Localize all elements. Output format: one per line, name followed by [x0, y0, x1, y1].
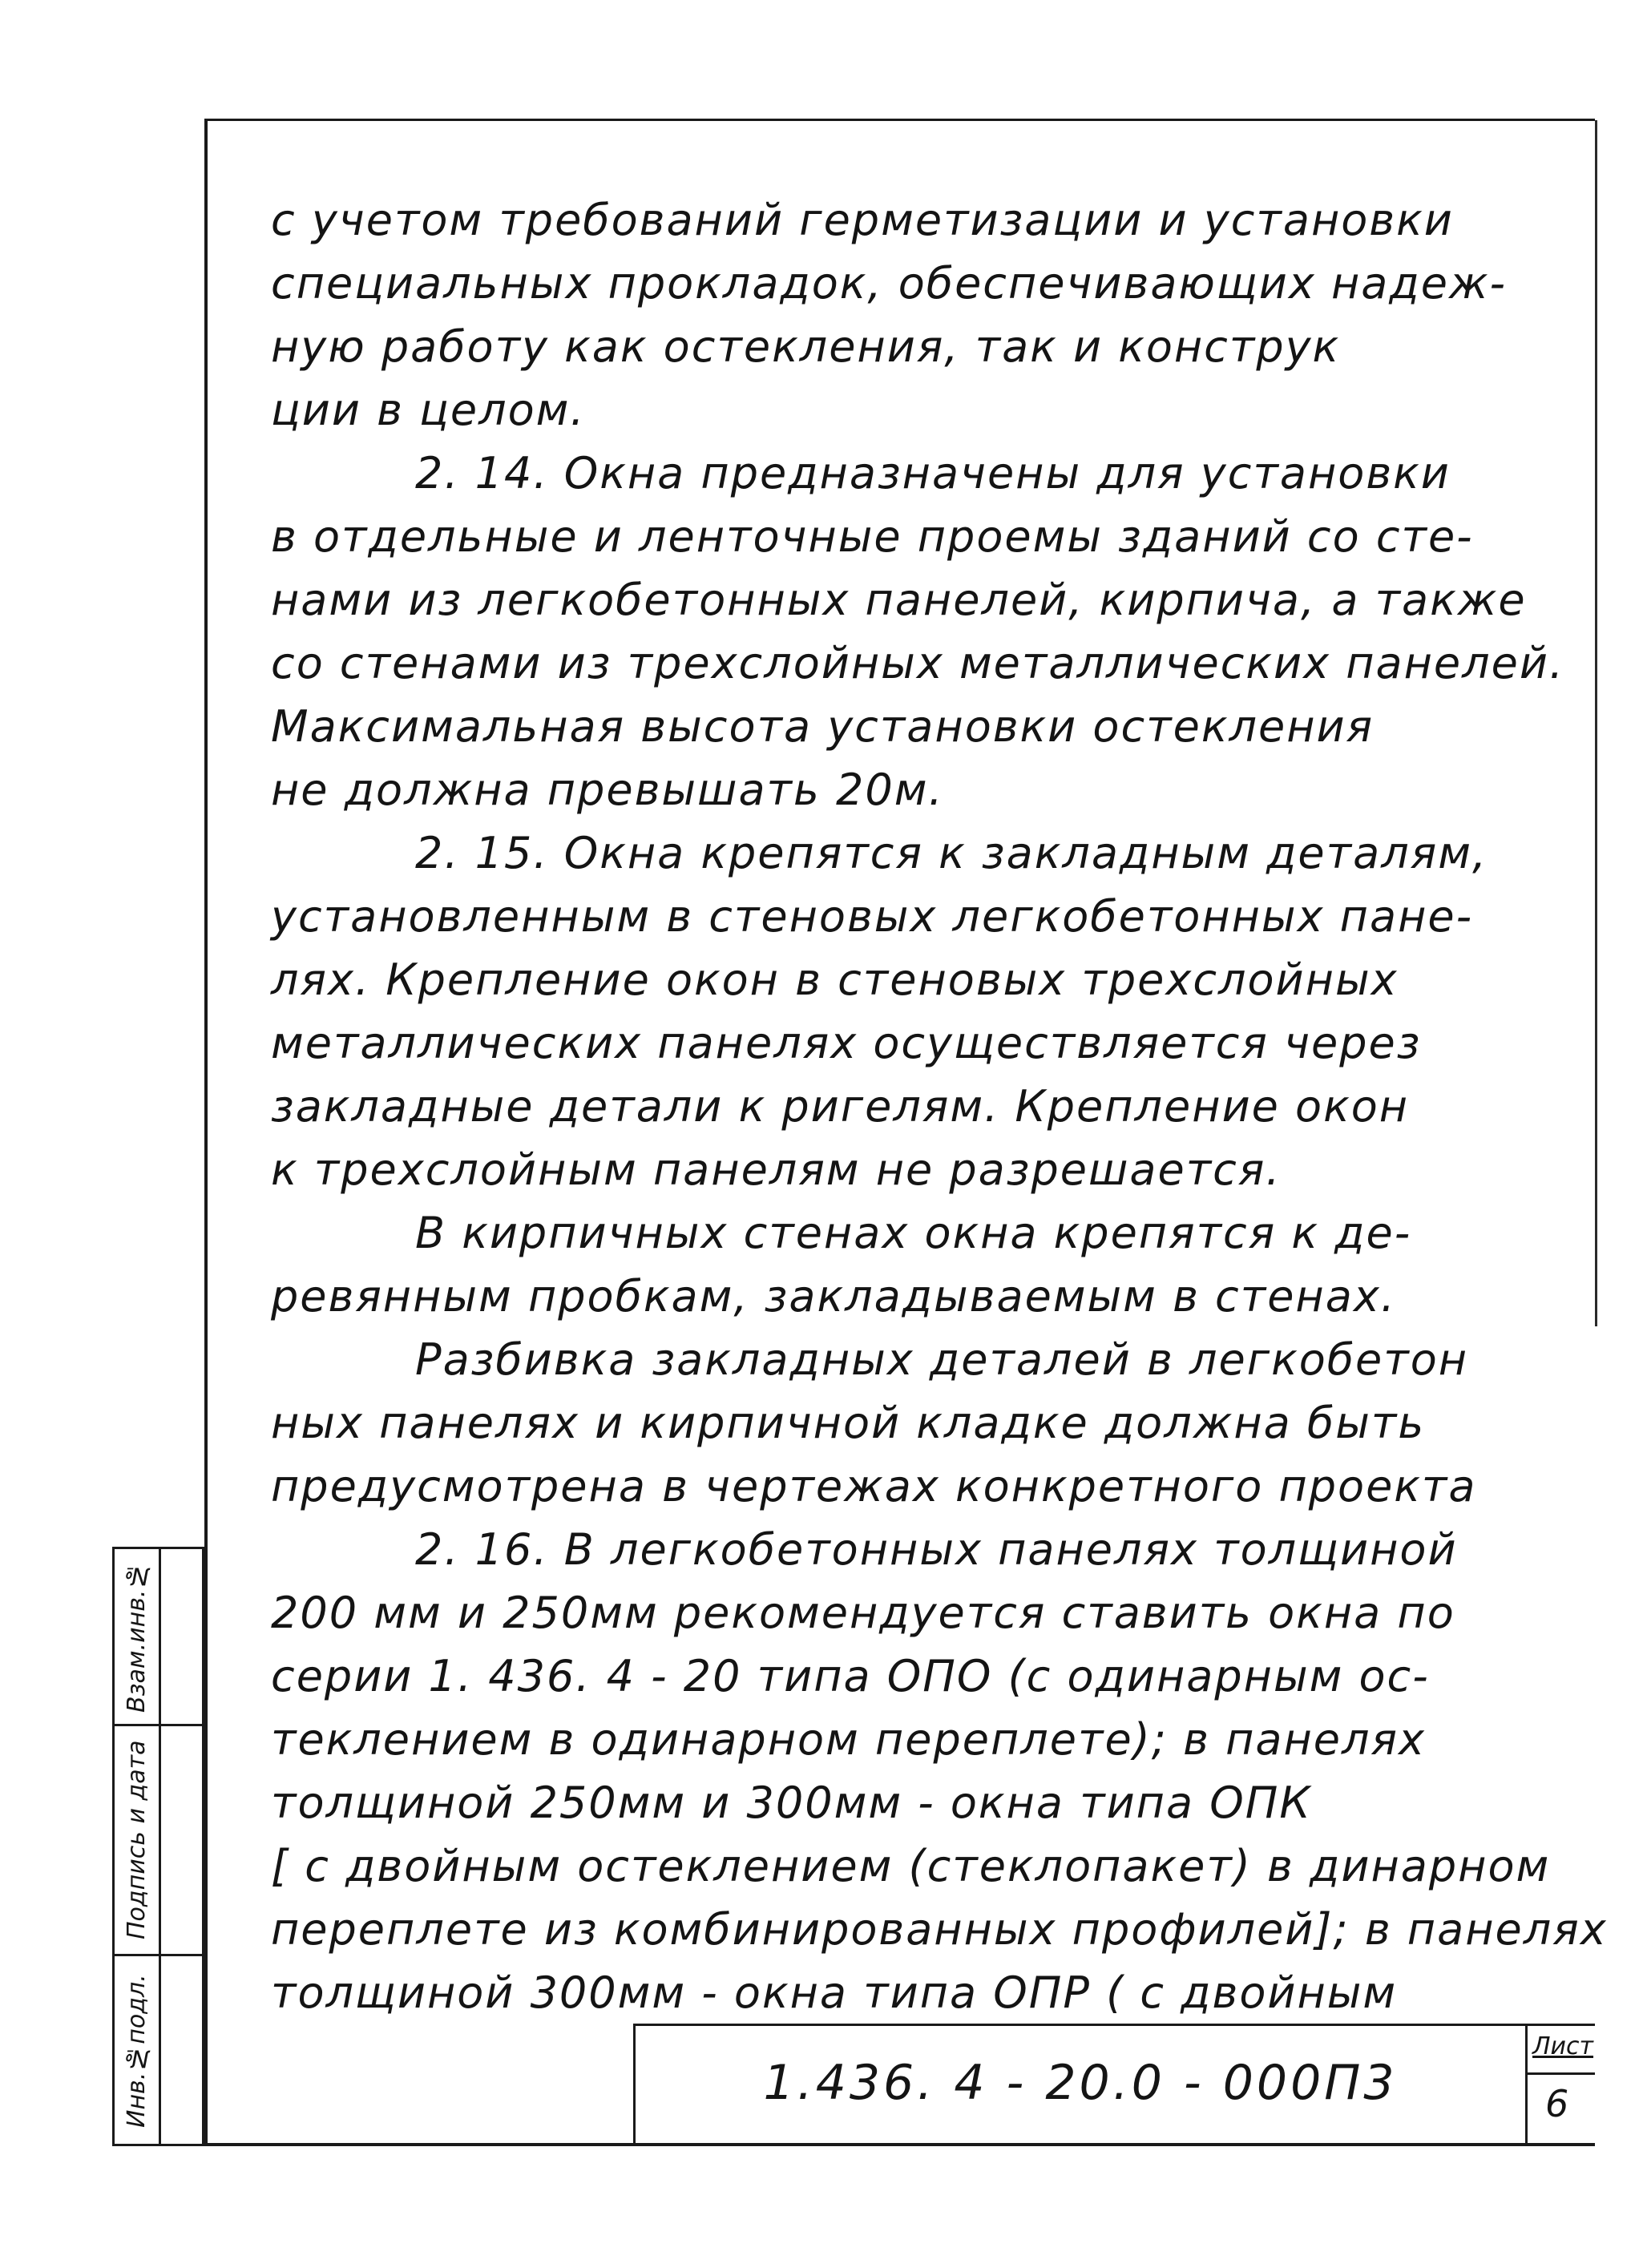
stamp-block — [112, 1547, 204, 2146]
body-line: специальных прокладок, обеспечивающих надеж- — [271, 258, 1508, 309]
body-line: лях. Крепление окон в стеновых трехслойных — [271, 954, 1399, 1005]
body-line: ревянным пробкам, закладываемым в стенах. — [271, 1271, 1396, 1322]
sheet-cell — [1525, 2026, 1595, 2146]
body-line: Разбивка закладных деталей в легкобетон — [415, 1334, 1469, 1385]
body-line: 2. 15. Окна крепятся к закладным деталям, — [415, 828, 1488, 878]
body-line: нами из легкобетонных панелей, кирпича, а также — [271, 575, 1527, 625]
body-line: ных панелях и кирпичной кладке должна быть — [271, 1398, 1426, 1448]
sheet-number: 6 — [1545, 2082, 1569, 2125]
body-line: ную работу как остекления, так и конструк — [271, 321, 1341, 372]
body-line: со стенами из трехслойных металлических панелей. — [271, 638, 1565, 688]
body-line: установленным в стеновых легкобетонных пане- — [271, 891, 1474, 942]
body-line: с учетом требований герметизации и установки — [271, 195, 1454, 245]
body-line: 2. 16. В легкобетонных панелях толщиной — [415, 1524, 1458, 1575]
stamp-divider — [115, 1954, 202, 1956]
body-line: закладные детали к ригелям. Крепление окон — [271, 1081, 1410, 1132]
body-line: толщиной 300мм - окна типа ОПР ( с двойным — [271, 1967, 1398, 2018]
body-line: 200 мм и 250мм рекомендуется ставить окна по — [271, 1588, 1455, 1638]
frame-right-edge — [1595, 120, 1597, 1326]
body-line: серии 1. 436. 4 - 20 типа ОПО (с одинарным ос- — [271, 1651, 1430, 1701]
body-line: в отдельные и ленточные проемы зданий со сте- — [271, 511, 1474, 562]
body-line: ции в целом. — [271, 385, 586, 435]
body-line: металлических панелях осуществляется через — [271, 1018, 1422, 1068]
body-line: Максимальная высота установки остекления — [271, 701, 1375, 752]
body-line: не должна превышать 20м. — [271, 765, 944, 815]
body-line: переплете из комбинированных профилей]; в панелях — [271, 1904, 1608, 1955]
body-line: В кирпичных стенах окна крепятся к де- — [415, 1208, 1412, 1258]
stamp-label-inventory-original: Инв.№подл. — [123, 1974, 151, 2128]
body-line: к трехслойным панелям не разрешается. — [271, 1144, 1282, 1195]
sheet-label: Лист — [1532, 2032, 1594, 2060]
stamp-label-signature-date: Подпись и дата — [123, 1740, 151, 1939]
body-line: толщиной 250мм и 300мм - окна типа ОПК — [271, 1778, 1312, 1828]
body-line: теклением в одинарном переплете); в панелях — [271, 1714, 1426, 1765]
body-line: 2. 14. Окна предназначены для установки — [415, 448, 1451, 498]
sheet-divider — [1528, 2072, 1595, 2075]
document-code: 1.436. 4 - 20.0 - 000П3 — [763, 2055, 1398, 2111]
body-line: предусмотрена в чертежах конкретного проекта — [271, 1461, 1477, 1511]
stamp-divider — [115, 1724, 202, 1726]
stamp-divider — [159, 1549, 161, 2144]
title-block — [633, 2024, 1595, 2146]
stamp-label-exchange: Взам.инв.№ — [123, 1561, 151, 1713]
body-line: [ с двойным остеклением (стеклопакет) в динарном — [271, 1841, 1551, 1891]
document-body — [271, 188, 1608, 2024]
